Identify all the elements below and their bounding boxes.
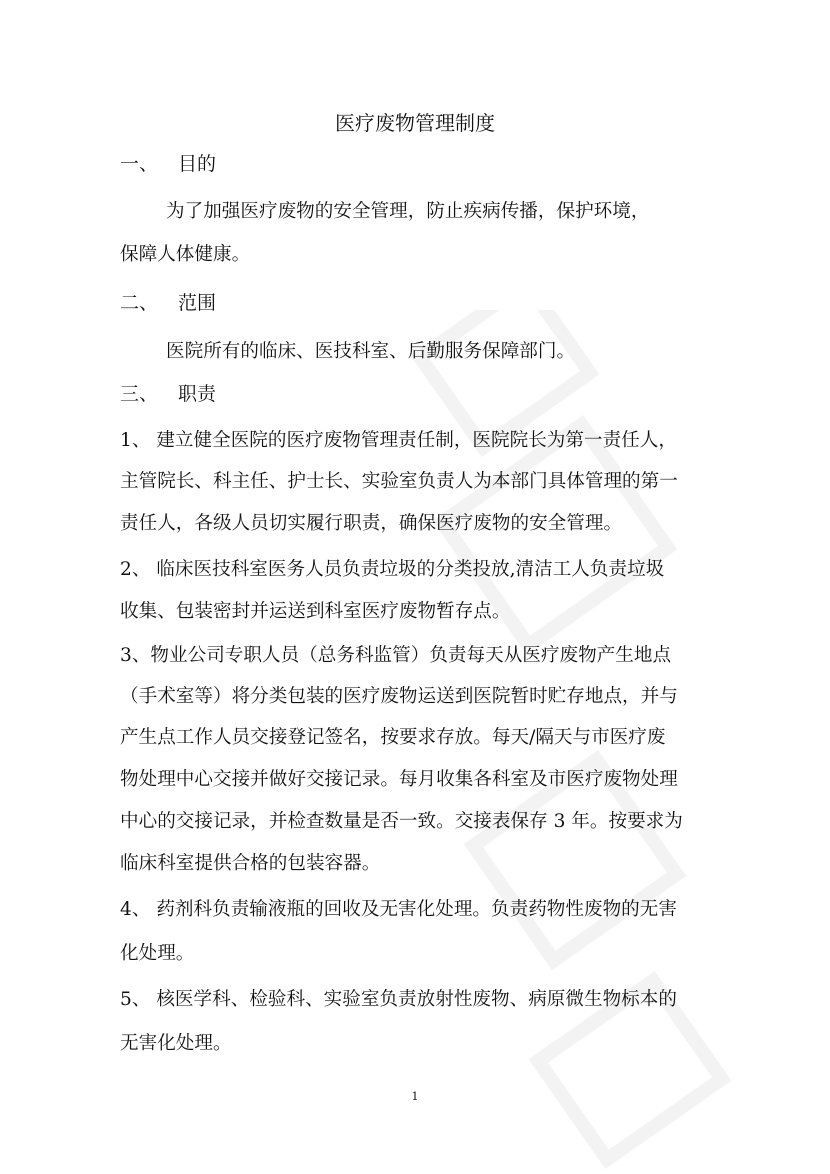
- section-heading-scope: [120, 289, 216, 317]
- list-item-line: 收集、包装密封并运送到科室医疗废物暂存点。: [120, 601, 511, 622]
- list-item-line: 主管院长、科主任、护士长、实验室负责人为本部门具体管理的第一: [120, 471, 678, 492]
- list-item-line: 5、 核医学科、检验科、实验室负责放射性废物、病原微生物标本的: [120, 989, 677, 1010]
- list-item-line: 4、 药剂科负责输液瓶的回收及无害化处理。负责药物性废物的无害: [120, 899, 677, 920]
- section-number: 三、: [120, 383, 159, 405]
- list-item-line: 中心的交接记录，并检查数量是否一致。交接表保存 3 年。按要求为: [120, 811, 683, 832]
- page-number: 1: [411, 1090, 419, 1103]
- paragraph-line: 保障人体健康。: [120, 244, 251, 265]
- list-item-line: 3、物业公司专职人员（总务科监管）负责每天从医疗废物产生地点: [120, 645, 672, 666]
- list-item-line: 化处理。: [120, 943, 195, 964]
- list-item-line: 产生点工作人员交接登记签名，按要求存放。每天/隔天与市医疗废: [120, 727, 666, 748]
- list-item-line: 物处理中心交接并做好交接记录。每月收集各科室及市医疗废物处理: [120, 769, 678, 790]
- paragraph-line: 为了加强医疗废物的安全管理，防止疾病传播，保护环境，: [166, 201, 650, 222]
- list-item-line: 2、 临床医技科室医务人员负责垃圾的分类投放,清洁工人负责垃圾: [120, 559, 665, 580]
- paragraph-line: 医院所有的临床、医技科室、后勤服务保障部门。: [166, 341, 576, 362]
- list-item-line: 责任人，各级人员切实履行职责，确保医疗废物的安全管理。: [120, 513, 623, 534]
- document-title: 医疗废物管理制度: [335, 111, 495, 135]
- section-number: 二、: [120, 292, 159, 314]
- section-number: 一、: [120, 153, 159, 175]
- list-item-line: 1、 建立健全医院的医疗废物管理责任制，医院院长为第一责任人，: [120, 430, 677, 451]
- section-title: 目的: [178, 153, 217, 175]
- section-heading-purpose: [120, 150, 216, 178]
- list-item-line: 无害化处理。: [120, 1033, 232, 1054]
- section-title: 范围: [178, 292, 217, 314]
- section-heading-responsibilities: [120, 380, 216, 408]
- list-item-line: （手术室等）将分类包装的医疗废物运送到医院暂时贮存地点，并与: [120, 686, 678, 707]
- section-title: 职责: [178, 383, 217, 405]
- list-item-line: 临床科室提供合格的包装容器。: [120, 853, 381, 874]
